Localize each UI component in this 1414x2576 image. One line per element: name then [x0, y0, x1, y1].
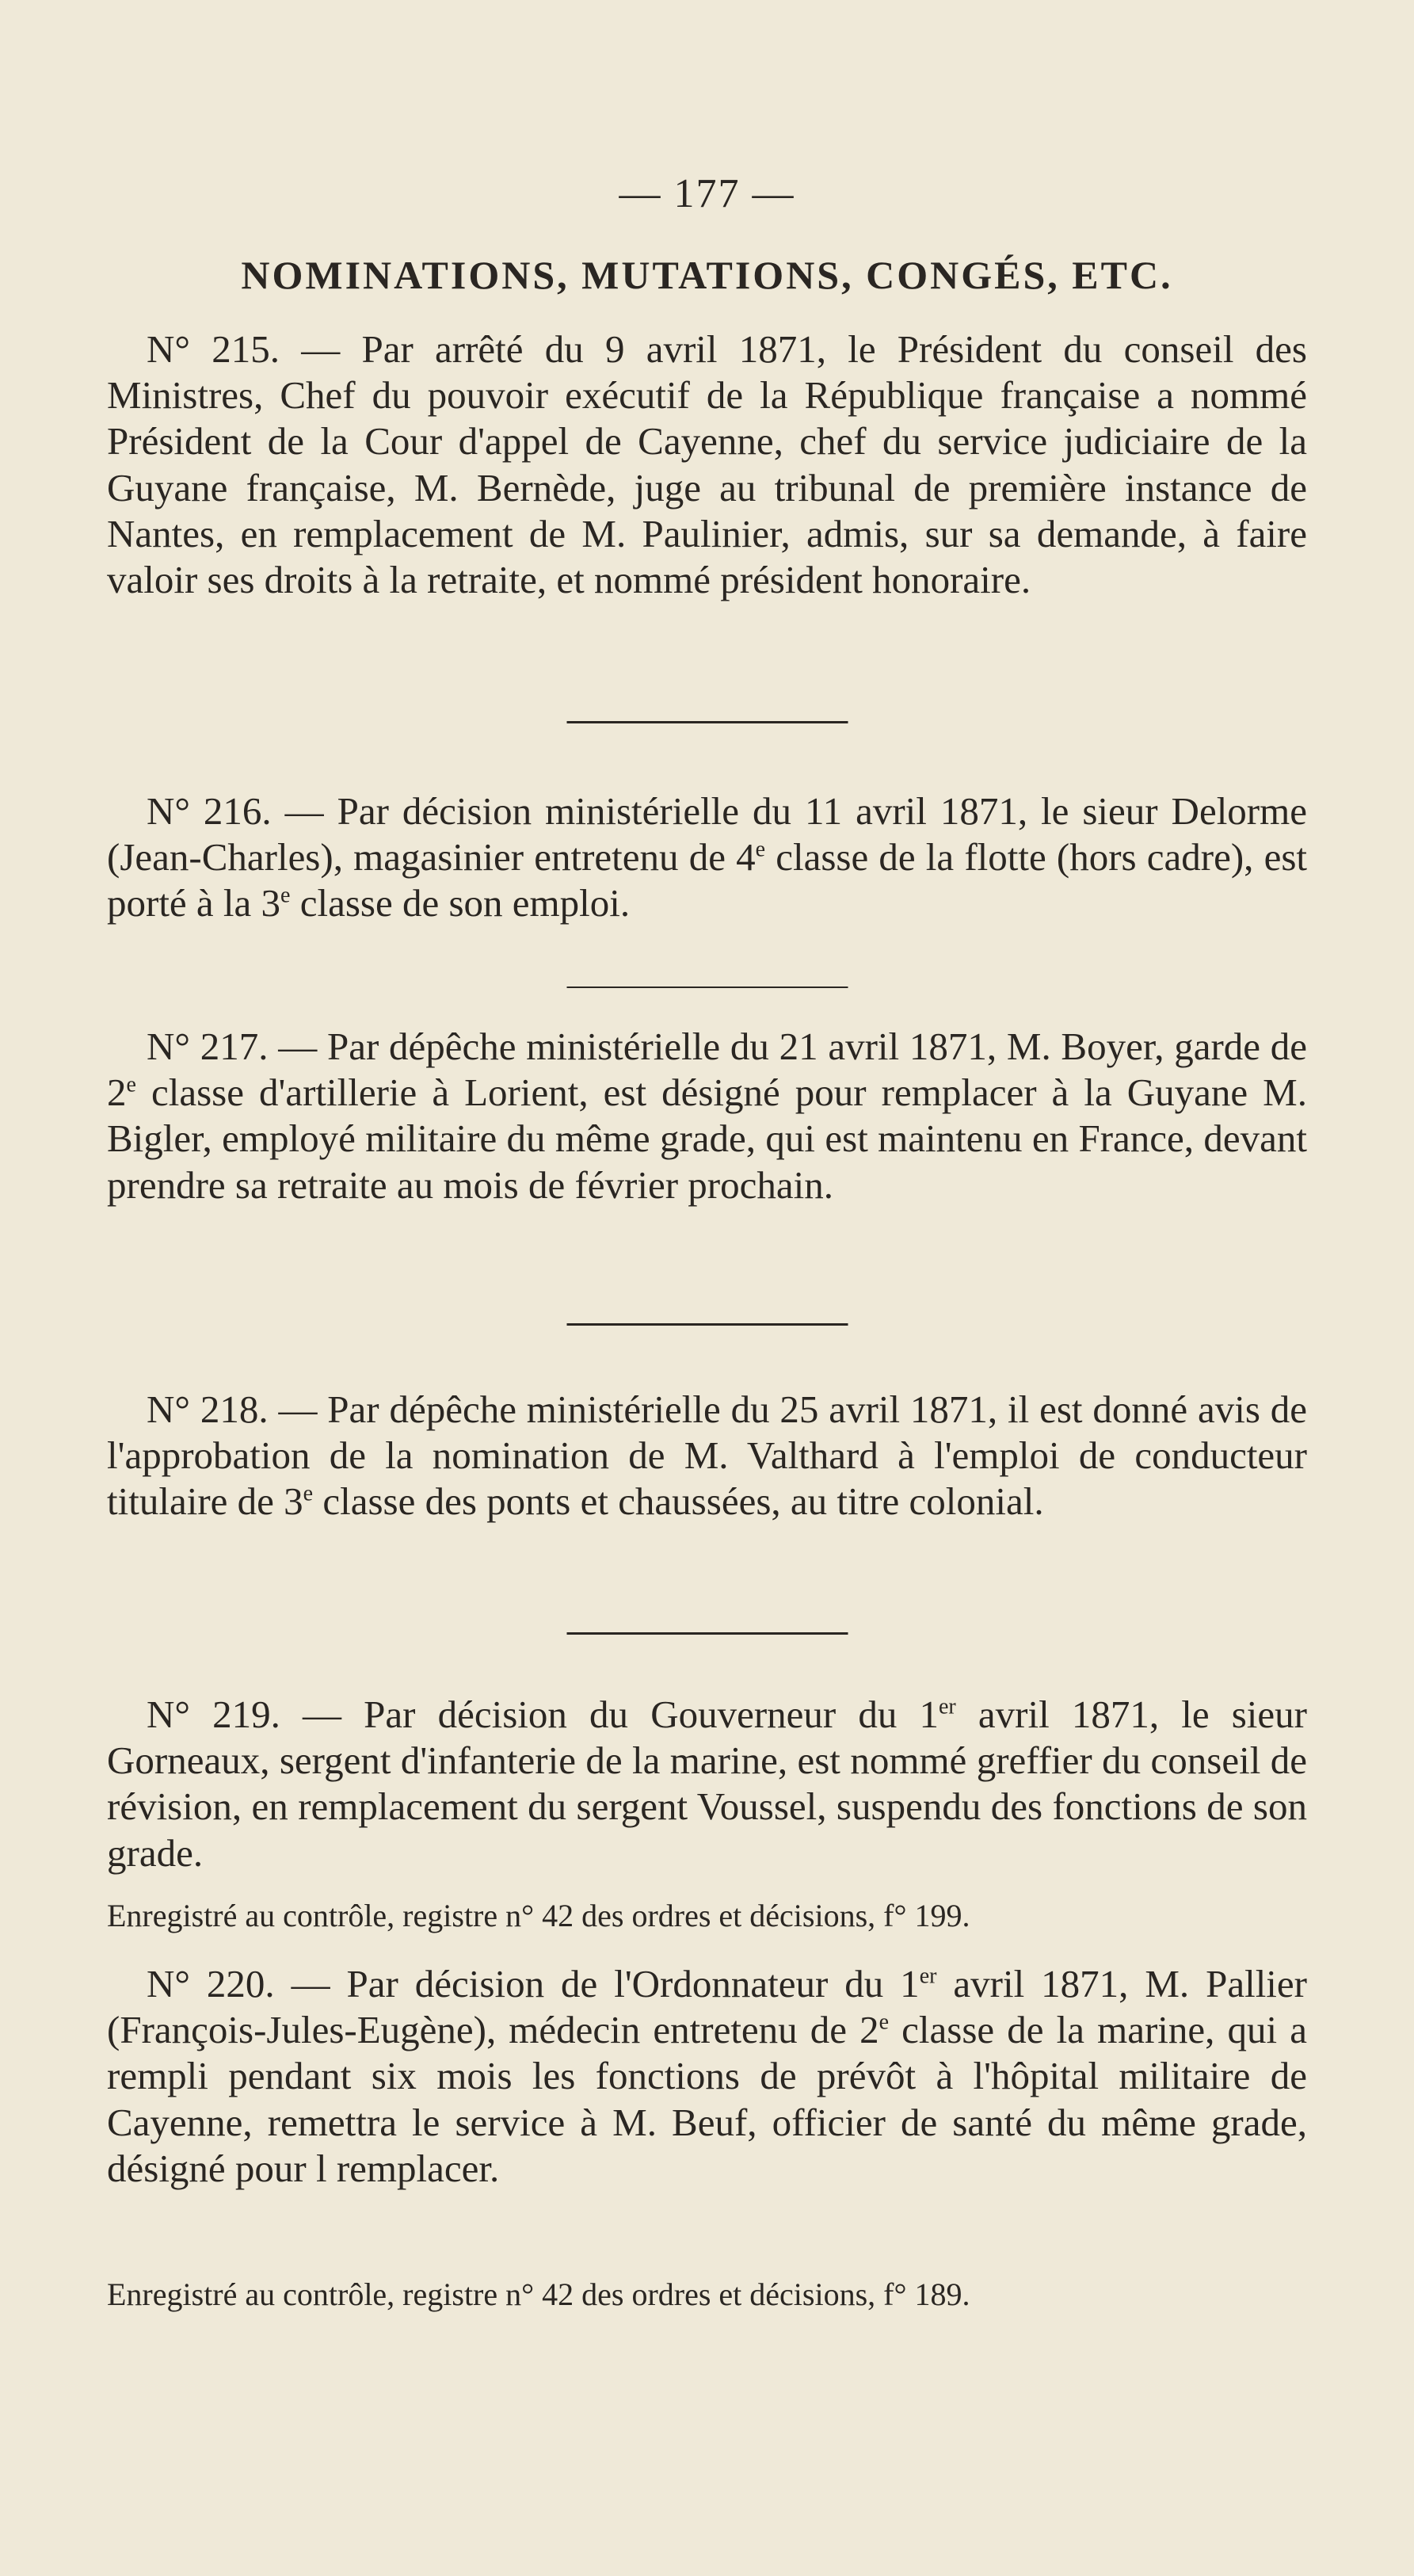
- entry-number: N° 219.: [147, 1693, 280, 1736]
- entry-number: N° 215.: [147, 327, 280, 371]
- entry-216: N° 216. — Par décision ministérielle du 11 avril 1871, le sieur Delorme (Jean-Charles), magasinier entretenu de 4e classe de la flotte (hors cadre), est porté à la 3e classe de son emploi.: [107, 789, 1307, 925]
- entry-number: N° 218.: [147, 1387, 269, 1431]
- entry-215: [107, 326, 1307, 603]
- entry-number: N° 217.: [147, 1025, 269, 1068]
- entry-220: N° 220. — Par décision de l'Ordonnateur du 1er avril 1871, M. Pallier (François-Jules-Eugène), médecin entretenu de 2e classe de la marine, qui a rempli pendant six mois les fonctions de prévôt à l'hôpital militaire de Cayenne, remettra le service à M. Beuf, officier de santé du même grade, désigné pour l remplacer.: [107, 1962, 1307, 2190]
- section-title: NOMINATIONS, MUTATIONS, CONGÉS, ETC.: [241, 253, 1173, 297]
- separator-rule: [566, 1632, 848, 1635]
- entry-219: N° 219. — Par décision du Gouverneur du 1er avril 1871, le sieur Gorneaux, sergent d'infanterie de la marine, est nommé greffier du conseil de révision, en remplacement du sergent Voussel, suspendu des fonctions de son grade.: [107, 1693, 1307, 1875]
- entry-218: N° 218. — Par dépêche ministérielle du 25 avril 1871, il est donné avis de l'approbation de la nomination de M. Valthard à l'emploi de conducteur titulaire de 3e classe des ponts et chaussées, au titre colonial.: [107, 1387, 1308, 1524]
- entry-text: — Par arrêté du 9 avril 1871, le Président du conseil des Ministres, Chef du pouvoir exécutif de la République française a nommé Président de la Cour d'appel de Cayenne, chef du service judiciaire de la Guyane française, M. Bernède, juge au tribunal de première instance de Nantes, en remplacement de M. Paulinier, admis, sur sa demande, à faire valoir ses droits à la retraite, et nommé président honoraire.: [107, 327, 1307, 602]
- separator-rule: [566, 987, 848, 988]
- separator-rule: [566, 1323, 848, 1326]
- register-note: Enregistré au contrôle, registre n° 42 des ordres et décisions, f° 199.: [107, 1898, 970, 1933]
- separator-rule: [566, 721, 848, 723]
- entry-number: N° 220.: [147, 1962, 275, 2005]
- register-note: Enregistré au contrôle, registre n° 42 des ordres et décisions, f° 189.: [107, 2276, 970, 2312]
- entry-number: N° 216.: [147, 789, 272, 833]
- page-number: — 177 —: [619, 171, 795, 216]
- entry-217: N° 217. — Par dépêche ministérielle du 21 avril 1871, M. Boyer, garde de 2e classe d'artillerie à Lorient, est désigné pour remplacer à la Guyane M. Bigler, employé militaire du même grade, qui est maintenu en France, devant prendre sa retraite au mois de février prochain.: [107, 1025, 1307, 1207]
